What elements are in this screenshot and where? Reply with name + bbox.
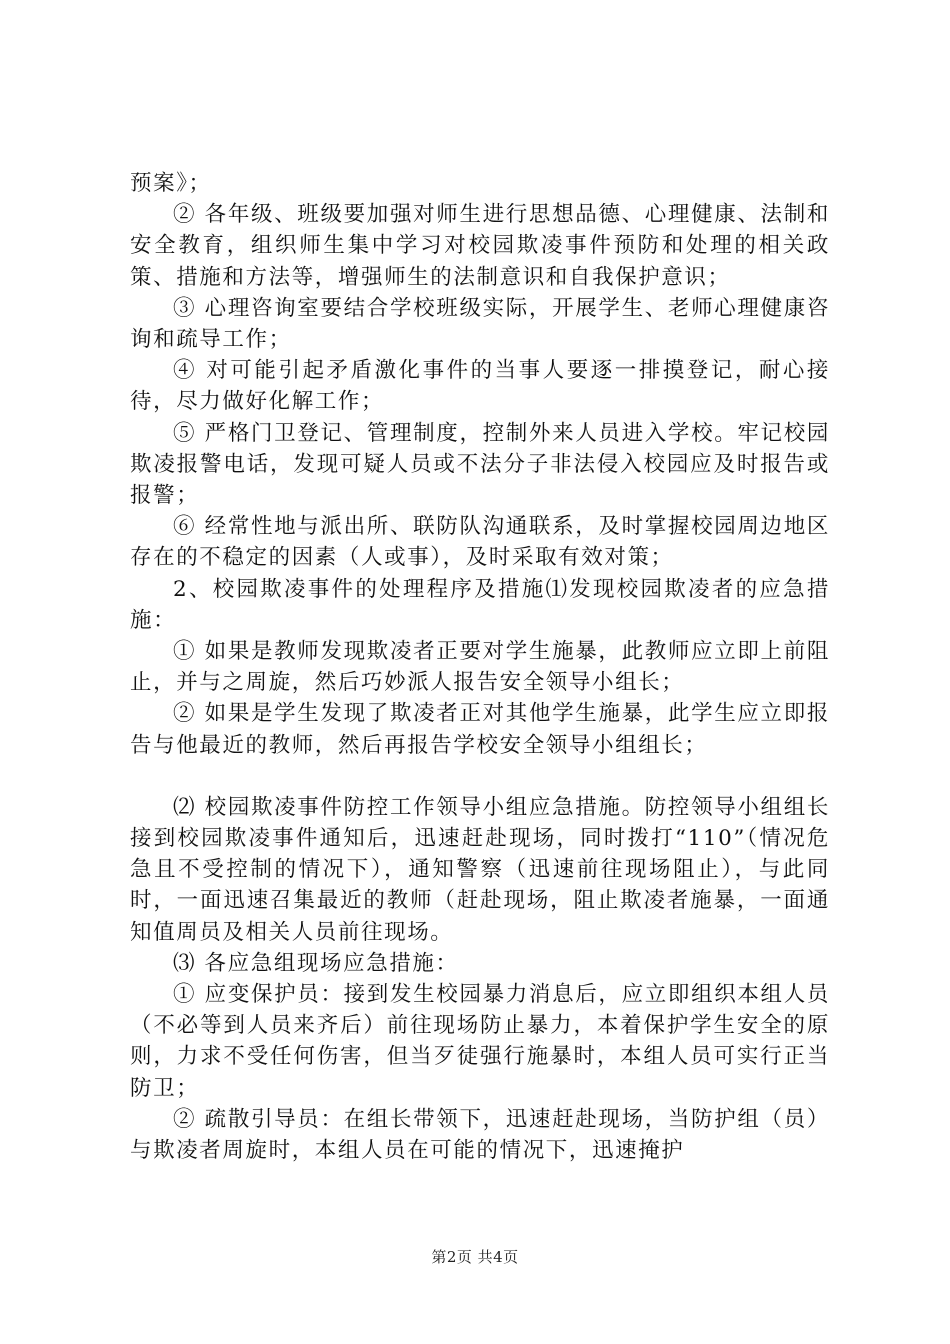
paragraph: 2、校园欺凌事件的处理程序及措施⑴发现校园欺凌者的应急措施： bbox=[130, 576, 830, 633]
paragraph: ⑥ 经常性地与派出所、联防队沟通联系，及时掌握校园周边地区存在的不稳定的因素（人或事），及时采取有效对策； bbox=[130, 514, 830, 571]
paragraph: ② 如果是学生发现了欺凌者正对其他学生施暴，此学生应立即报告与他最近的教师，然后再报告学校安全领导小组组长； bbox=[130, 701, 830, 758]
paragraph: 预案》； bbox=[130, 171, 212, 196]
paragraph: ③ 心理咨询室要结合学校班级实际，开展学生、老师心理健康咨询和疏导工作； bbox=[130, 295, 830, 353]
paragraph: ④ 对可能引起矛盾激化事件的当事人要逐一排摸登记，耐心接待，尽力做好化解工作； bbox=[130, 358, 830, 415]
paragraph: ① 如果是教师发现欺凌者正要对学生施暴，此教师应立即上前阻止，并与之周旋，然后巧妙派人报告安全领导小组长； bbox=[130, 639, 830, 696]
paragraph: ⑤ 严格门卫登记、管理制度，控制外来人员进入学校。牢记校园欺凌报警电话，发现可疑人员或不法分子非法侵入校园应及时报告或报警； bbox=[130, 420, 830, 509]
paragraph: ② 各年级、班级要加强对师生进行思想品德、心理健康、法制和安全教育，组织师生集中学习对校园欺凌事件预防和处理的相关政策、措施和方法等，增强师生的法制意识和自我保护意识； bbox=[130, 202, 830, 290]
paragraph: ⑶ 各应急组现场应急措施： bbox=[173, 950, 459, 976]
paragraph: ② 疏散引导员：在组长带领下，迅速赶赴现场，当防护组（员）与欺凌者周旋时，本组人员在可能的情况下，迅速掩护 bbox=[130, 1106, 830, 1164]
document-body bbox=[130, 168, 830, 1166]
paragraph: ① 应变保护员：接到发生校园暴力消息后，应立即组织本组人员（不必等到人员来齐后）前往现场防止暴力，本着保护学生安全的原则，力求不受任何伤害，但当歹徒强行施暴时，本组人员可实行正当防卫； bbox=[130, 982, 830, 1101]
paragraph: ⑵ 校园欺凌事件防控工作领导小组应急措施。防控领导小组组长接到校园欺凌事件通知后，迅速赶赴现场，同时拨打“110”（情况危急且不受控制的情况下），通知警察（迅速前往现场阻止），与此同时，一面迅速召集最近的教师（赶赴现场，阻止欺凌者施暴，一面通知值周员及相关人员前往现场。 bbox=[130, 794, 830, 945]
page-number-footer: 第2页 共4页 bbox=[431, 1248, 519, 1266]
